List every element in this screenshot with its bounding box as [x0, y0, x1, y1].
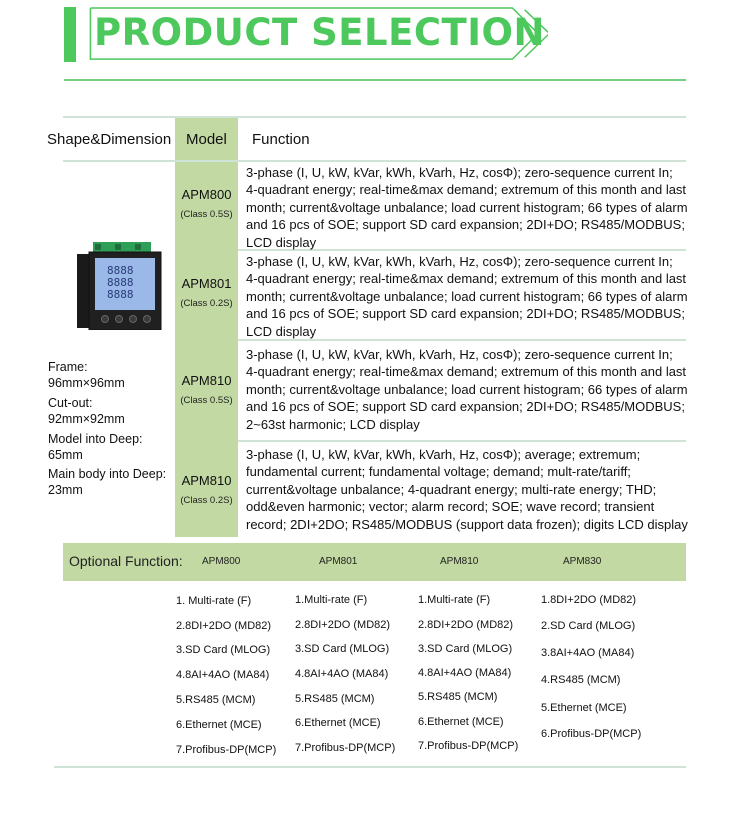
title-divider	[64, 79, 686, 81]
model-name: APM810	[181, 473, 232, 488]
option-item: 2.8DI+2DO (MD82)	[176, 620, 272, 632]
option-item: 7.Profibus-DP(MCP)	[295, 742, 396, 754]
section-banner	[64, 7, 564, 65]
option-item: 3.8AI+4AO (MA84)	[541, 647, 635, 659]
function-description: 3-phase (I, U, kW, kVar, kWh, kVarh, Hz, cosΦ); zero-sequence current In; 4-quadrant energy; real-time&max demand; extremum of this month and last month; current&voltage unbalance; load current histogram; 66 types of alarm and 16 pcs of SOE; support SD card expansion; 2DI+DO; RS485/MODBUS; LCD display	[246, 165, 688, 250]
option-item: 7.Profibus-DP(MCP)	[418, 740, 519, 752]
header-model: Model	[186, 131, 227, 148]
dimension-cutout: Cut-out: 92mm×92mm	[48, 396, 125, 426]
header-shape-dimension: Shape&Dimension	[47, 131, 172, 148]
option-item: 1.Multi-rate (F)	[295, 594, 368, 606]
option-item: 2.SD Card (MLOG)	[541, 620, 636, 632]
page-title: PRODUCT SELECTION	[94, 11, 545, 54]
optional-model-header: APM800	[202, 556, 241, 567]
row-divider	[238, 440, 686, 442]
dimension-frame: Frame: 96mm×96mm	[48, 360, 125, 390]
header-function: Function	[252, 131, 310, 148]
dimension-body-depth: Main body into Deep: 23mm	[48, 467, 167, 497]
option-item: 6.Profibus-DP(MCP)	[541, 728, 642, 740]
option-item: 4.8AI+4AO (MA84)	[418, 667, 512, 679]
option-item: 3.SD Card (MLOG)	[176, 644, 271, 656]
option-item: 5.Ethernet (MCE)	[541, 702, 627, 714]
option-item: 5.RS485 (MCM)	[176, 694, 256, 706]
option-item: 6.Ethernet (MCE)	[295, 717, 381, 729]
model-class: (Class 0.2S)	[180, 298, 233, 309]
power-meter-product-image	[75, 238, 163, 330]
option-item: 2.8DI+2DO (MD82)	[295, 619, 391, 631]
bottom-divider	[54, 766, 686, 768]
svg-text:8888: 8888	[107, 264, 134, 277]
optional-function-bar	[63, 543, 686, 581]
option-item: 6.Ethernet (MCE)	[418, 716, 504, 728]
svg-text:8888: 8888	[107, 288, 134, 301]
option-item: 3.SD Card (MLOG)	[418, 643, 513, 655]
option-item: 1.Multi-rate (F)	[418, 594, 491, 606]
option-item: 3.SD Card (MLOG)	[295, 643, 390, 655]
dimension-model-depth: Model into Deep: 65mm	[48, 432, 143, 462]
table-header-rule	[63, 160, 686, 162]
option-item: 2.8DI+2DO (MD82)	[418, 619, 514, 631]
model-class: (Class 0.2S)	[180, 495, 233, 506]
model-name: APM800	[181, 187, 232, 202]
option-item: 4.RS485 (MCM)	[541, 674, 621, 686]
option-item: 1. Multi-rate (F)	[176, 595, 252, 607]
option-item: 7.Profibus-DP(MCP)	[176, 744, 277, 756]
banner-accent-bar	[64, 7, 76, 62]
optional-model-header: APM810	[440, 556, 479, 567]
function-description: 3-phase (I, U, kW, kVar, kWh, kVarh, Hz, cosΦ); zero-sequence current In; 4-quadrant energy; real-time&max demand; extremum of this month and last month; current&voltage unbalance; load current histogram; 66 types of alarm and 16 pcs of SOE; support SD card expansion; 2DI+DO; RS485/MODBUS; LCD display	[246, 254, 688, 339]
optional-model-header: APM830	[563, 556, 602, 567]
option-item: 4.8AI+4AO (MA84)	[176, 669, 270, 681]
model-class: (Class 0.5S)	[180, 209, 233, 220]
function-description: 3-phase (I, U, kW, kVar, kWh, kVarh, Hz, cosΦ); average; extremum; fundamental current; fundamental voltage; demand; mult-rate/tariff; current&voltage unbalance; 4-quadrant energy; multi-rate energy; THD; odd&even harmonic; vector; alarm record; SOE; wave record; transient record; 2DI+2DO; RS485/MODBUS (support data frozen); digits LCD display	[246, 447, 688, 532]
optional-model-header: APM801	[319, 556, 358, 567]
model-class: (Class 0.5S)	[180, 395, 233, 406]
optional-function-label: Optional Function:	[69, 553, 183, 569]
option-item: 6.Ethernet (MCE)	[176, 719, 262, 731]
option-item: 1.8DI+2DO (MD82)	[541, 594, 637, 606]
option-item: 5.RS485 (MCM)	[295, 693, 375, 705]
option-item: 5.RS485 (MCM)	[418, 691, 498, 703]
option-item: 4.8AI+4AO (MA84)	[295, 668, 389, 680]
table-top-rule	[63, 116, 686, 118]
function-description: 3-phase (I, U, kW, kVar, kWh, kVarh, Hz, cosΦ); zero-sequence current In; 4-quadrant energy; real-time&max demand; extremum of this month and last month; current&voltage unbalance; load current histogram; 66 types of alarm and 16 pcs of SOE; support SD card expansion; 2DI+DO; RS485/MODBUS; 2~63st harmonic; LCD display	[246, 347, 688, 432]
model-name: APM801	[181, 276, 232, 291]
model-name: APM810	[181, 373, 232, 388]
svg-text:8888: 8888	[107, 276, 134, 289]
